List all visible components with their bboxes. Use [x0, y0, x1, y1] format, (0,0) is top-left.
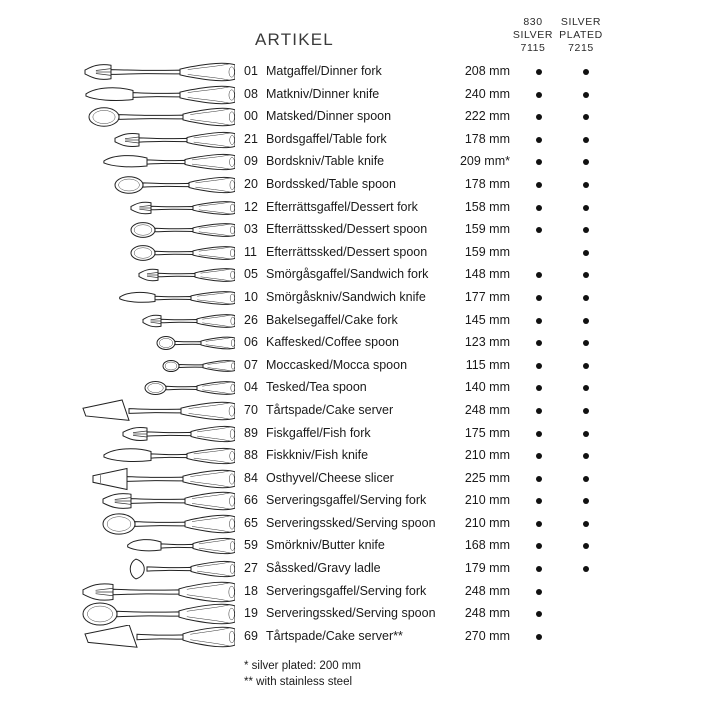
table-row [0, 175, 717, 198]
cutlery-icon-cheese-slicer [80, 467, 235, 491]
article-length: 148 mm [464, 267, 510, 282]
article-length: 123 mm [464, 335, 510, 350]
availability-dot-830-silver [536, 589, 542, 595]
availability-dot-silver-plated [583, 92, 589, 98]
cutlery-icon-coffee-spoon [80, 331, 235, 355]
article-number: 00 [244, 109, 258, 124]
article-number: 03 [244, 222, 258, 237]
table-row [0, 582, 717, 605]
article-length: 168 mm [464, 538, 510, 553]
article-name: Serveringsgaffel/Serving fork [266, 583, 427, 598]
article-name: Moccasked/Mocca spoon [266, 357, 408, 372]
cutlery-icon-serving-fork-2 [80, 580, 235, 604]
article-number: 01 [244, 64, 258, 78]
availability-dot-silver-plated [583, 137, 589, 143]
column-header-sp-line1: SILVER [560, 16, 602, 28]
cutlery-icon-sandwich-knife [80, 286, 235, 310]
availability-dot-silver-plated [583, 566, 589, 572]
article-name: Osthyvel/Cheese slicer [266, 470, 394, 485]
article-length: 115 mm [465, 357, 510, 372]
page-title: ARTIKEL [255, 30, 334, 49]
article-number: 19 [244, 606, 258, 621]
article-length: 210 mm [464, 493, 510, 508]
article-length: 240 mm [464, 86, 510, 101]
cutlery-icon-sandwich-fork [80, 263, 235, 287]
table-row [0, 85, 717, 108]
article-name: Serveringsgaffel/Serving fork [266, 493, 427, 508]
cutlery-icon-cake-server-2 [80, 625, 235, 649]
availability-dot-830-silver [536, 114, 542, 120]
table-row [0, 401, 717, 424]
article-number: 05 [244, 267, 258, 282]
article-length: 177 mm [464, 289, 510, 304]
table-row [0, 604, 717, 627]
article-length: 225 mm [464, 470, 510, 485]
cutlery-icon-dessert-fork [80, 196, 235, 220]
availability-dot-silver-plated [583, 318, 589, 324]
cutlery-icon-mocca-spoon [80, 354, 235, 378]
article-length: 158 mm [464, 199, 510, 214]
availability-dot-830-silver [536, 272, 542, 278]
article-name: Kaffesked/Coffee spoon [266, 335, 399, 350]
availability-dot-silver-plated [583, 476, 589, 482]
article-name: Efterrättssked/Dessert spoon [266, 222, 428, 237]
footnotes [244, 658, 361, 690]
availability-dot-830-silver [536, 205, 542, 211]
availability-dot-830-silver [536, 159, 542, 165]
article-length: 210 mm [464, 515, 510, 530]
column-header-sp-line3: 7215 [568, 42, 594, 54]
article-name: Fiskkniv/Fish knife [266, 448, 369, 463]
article-name: Serveringssked/Serving spoon [266, 515, 436, 530]
availability-dot-silver-plated [583, 272, 589, 278]
column-header-830-line1: 830 [523, 16, 543, 28]
table-row [0, 469, 717, 492]
table-row [0, 424, 717, 447]
article-number: 65 [244, 515, 258, 530]
availability-dot-silver-plated [583, 385, 589, 391]
availability-dot-830-silver [536, 69, 542, 75]
column-header-sp-line2: PLATED [559, 29, 603, 41]
article-number: 69 [244, 628, 258, 643]
column-header-830-line3: 7115 [520, 42, 546, 54]
cutlery-icon-serving-fork [80, 489, 235, 513]
availability-dot-silver-plated [583, 340, 589, 346]
article-number: 59 [244, 538, 258, 553]
availability-dot-silver-plated [583, 159, 589, 165]
table-row [0, 152, 717, 175]
article-number: 10 [244, 289, 258, 304]
article-length: 159 mm [464, 244, 510, 259]
article-length: 179 mm [464, 561, 510, 576]
article-name: Bakelsegaffel/Cake fork [266, 312, 398, 327]
article-length: 140 mm [464, 380, 510, 395]
table-row [0, 288, 717, 311]
article-name: Efterrättssked/Dessert spoon [266, 244, 428, 259]
article-number: 12 [244, 199, 258, 214]
article-length: 178 mm [464, 131, 510, 146]
availability-dot-830-silver [536, 566, 542, 572]
availability-dot-830-silver [536, 92, 542, 98]
availability-dot-830-silver [536, 408, 542, 414]
article-length: 145 mm [464, 312, 510, 327]
article-name: Tårtspade/Cake server** [266, 628, 403, 643]
article-number: 66 [244, 493, 258, 508]
table-row [0, 378, 717, 401]
availability-dot-silver-plated [583, 182, 589, 188]
article-number: 70 [244, 402, 258, 417]
article-name: Smörgåskniv/Sandwich knife [266, 289, 426, 304]
availability-dot-830-silver [536, 227, 542, 233]
article-name: Smörkniv/Butter knife [266, 538, 385, 553]
article-length: 159 mm [464, 222, 510, 237]
article-length: 209 mm* [459, 154, 510, 169]
article-length: 178 mm [464, 176, 510, 191]
cutlery-icon-table-knife [80, 150, 235, 174]
availability-dot-silver-plated [583, 431, 589, 437]
article-number: 07 [244, 357, 258, 372]
article-number: 84 [244, 470, 258, 485]
cutlery-icon-cake-server [80, 399, 235, 423]
article-name: Såssked/Gravy ladle [266, 561, 381, 576]
article-number: 20 [244, 176, 258, 191]
availability-dot-830-silver [536, 634, 542, 640]
availability-dot-silver-plated [583, 227, 589, 233]
table-row [0, 130, 717, 153]
table-row [0, 514, 717, 537]
availability-dot-silver-plated [583, 543, 589, 549]
table-row [0, 243, 717, 266]
availability-dot-silver-plated [583, 498, 589, 504]
cutlery-icon-serving-spoon-2 [80, 602, 235, 626]
article-number: 11 [244, 244, 257, 259]
article-name: Fiskgaffel/Fish fork [266, 425, 371, 440]
article-name: Efterrättsgaffel/Dessert fork [266, 199, 418, 214]
table-row [0, 627, 717, 650]
availability-dot-830-silver [536, 476, 542, 482]
availability-dot-silver-plated [583, 363, 589, 369]
cutlery-icon-cake-fork [80, 309, 235, 333]
availability-dot-silver-plated [583, 205, 589, 211]
article-name: Tårtspade/Cake server [266, 402, 394, 417]
cutlery-icon-dinner-knife [80, 83, 235, 107]
cutlery-icon-gravy-ladle [80, 557, 235, 581]
table-row [0, 333, 717, 356]
cutlery-icon-dinner-spoon [80, 105, 235, 129]
article-length: 248 mm [464, 606, 510, 621]
column-header-830-line2: SILVER [512, 29, 554, 41]
table-row [0, 311, 717, 334]
cutlery-icon-tea-spoon [80, 376, 235, 400]
availability-dot-830-silver [536, 543, 542, 549]
availability-dot-silver-plated [583, 250, 589, 256]
availability-dot-830-silver [536, 137, 542, 143]
table-row [0, 62, 717, 85]
article-length: 270 mm [464, 628, 510, 643]
article-length: 210 mm [464, 448, 510, 463]
table-row [0, 446, 717, 469]
footnote-2: ** with stainless steel [244, 676, 353, 688]
table-row [0, 198, 717, 221]
availability-dot-silver-plated [583, 295, 589, 301]
article-list [0, 62, 717, 649]
cutlery-icon-dessert-spoon [80, 218, 235, 242]
article-number: 26 [244, 312, 258, 327]
cutlery-icon-fish-fork [80, 422, 235, 446]
article-length: 208 mm [464, 64, 510, 78]
cutlery-icon-table-fork [80, 128, 235, 152]
article-length: 248 mm [464, 583, 510, 598]
availability-dot-silver-plated [583, 408, 589, 414]
table-row [0, 356, 717, 379]
footnote-1: * silver plated: 200 mm [244, 660, 361, 672]
availability-dot-silver-plated [583, 521, 589, 527]
table-row [0, 559, 717, 582]
availability-dot-silver-plated [583, 69, 589, 75]
article-name: Matgaffel/Dinner fork [266, 64, 382, 78]
availability-dot-830-silver [536, 318, 542, 324]
article-number: 08 [244, 86, 258, 101]
article-name: Matkniv/Dinner knife [266, 86, 380, 101]
availability-dot-silver-plated [583, 453, 589, 459]
availability-dot-830-silver [536, 498, 542, 504]
table-row [0, 491, 717, 514]
article-name: Serveringssked/Serving spoon [266, 606, 436, 621]
table-row [0, 220, 717, 243]
article-number: 09 [244, 154, 258, 169]
cutlery-icon-serving-spoon [80, 512, 235, 536]
article-name: Smörgåsgaffel/Sandwich fork [266, 267, 429, 282]
availability-dot-830-silver [536, 385, 542, 391]
availability-dot-830-silver [536, 611, 542, 617]
article-name: Bordssked/Table spoon [266, 176, 396, 191]
availability-dot-830-silver [536, 431, 542, 437]
table-row [0, 265, 717, 288]
availability-dot-830-silver [536, 182, 542, 188]
article-name: Bordskniv/Table knife [266, 154, 385, 169]
article-number: 21 [244, 131, 258, 146]
table-row [0, 536, 717, 559]
article-number: 04 [244, 380, 258, 395]
article-number: 06 [244, 335, 258, 350]
availability-dot-830-silver [536, 295, 542, 301]
availability-dot-830-silver [536, 340, 542, 346]
article-length: 222 mm [464, 109, 510, 124]
table-row [0, 107, 717, 130]
article-number: 18 [244, 583, 258, 598]
availability-dot-silver-plated [583, 114, 589, 120]
cutlery-icon-fish-knife [80, 444, 235, 468]
availability-dot-830-silver [536, 521, 542, 527]
column-header-silver-plated [553, 16, 609, 55]
article-name: Matsked/Dinner spoon [266, 109, 392, 124]
availability-dot-830-silver [536, 453, 542, 459]
article-length: 248 mm [464, 402, 510, 417]
availability-dot-830-silver [536, 363, 542, 369]
cutlery-icon-dinner-fork [80, 60, 235, 84]
article-length: 175 mm [464, 425, 510, 440]
cutlery-icon-dessert-spoon-2 [80, 241, 235, 265]
article-name: Bordsgaffel/Table fork [266, 131, 387, 146]
article-name: Tesked/Tea spoon [266, 380, 367, 395]
cutlery-icon-table-spoon [80, 173, 235, 197]
article-number: 88 [244, 448, 258, 463]
article-number: 27 [244, 561, 258, 576]
article-number: 89 [244, 425, 258, 440]
cutlery-icon-butter-knife [80, 534, 235, 558]
